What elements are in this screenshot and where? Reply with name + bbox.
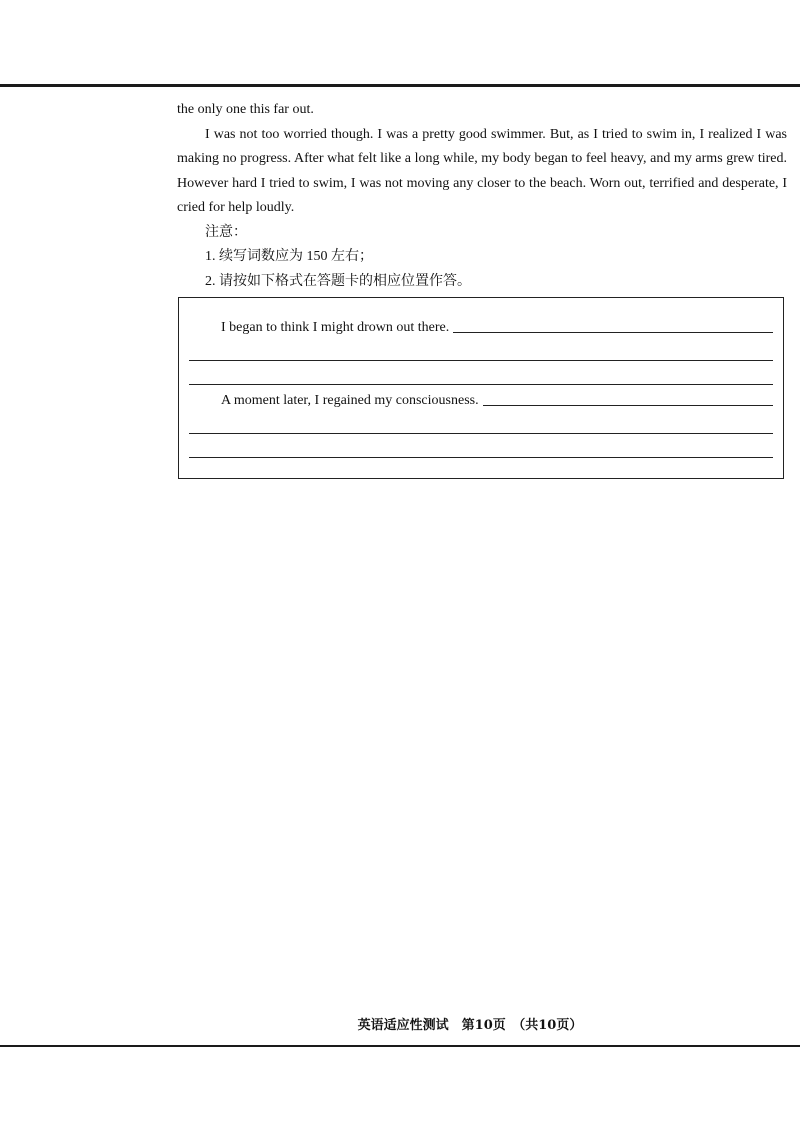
writing-line-1[interactable] — [189, 360, 773, 361]
writing-line-3[interactable] — [189, 433, 773, 434]
bottom-rule — [0, 1045, 800, 1047]
passage-section — [177, 98, 787, 294]
top-rule — [0, 84, 800, 87]
passage-paragraph: I was not too worried though. I was a pretty good swimmer. But, as I tried to swim in, I realized I was making no progress. After what felt like a long while, my body began to feel heavy, and my arms grew tired. However hard I tried to swim, I was not moving any closer to the beach. Worn out, terrified and desperate, I cried for help loudly. — [177, 126, 787, 215]
notes-heading: 注意： — [205, 224, 247, 240]
page-footer: 英语适应性测试 第10页 （共10页） — [357, 1018, 583, 1033]
note-item-2: 2. 请按如下格式在答题卡的相应位置作答。 — [205, 273, 471, 289]
answer-box — [178, 297, 784, 479]
prompt-row-1 — [221, 320, 773, 336]
prompt-2-blank[interactable] — [483, 405, 773, 406]
passage-continuation: the only one this far out. — [177, 102, 314, 117]
prompt-row-2 — [221, 393, 773, 409]
prompt-2: A moment later, I regained my consciousness. — [221, 393, 479, 408]
prompt-1: I began to think I might drown out there. — [221, 320, 450, 335]
note-item-1: 1. 续写词数应为 150 左右； — [205, 249, 373, 264]
prompt-1-blank[interactable] — [453, 332, 773, 333]
writing-line-4[interactable] — [189, 457, 773, 458]
writing-line-2[interactable] — [189, 384, 773, 385]
